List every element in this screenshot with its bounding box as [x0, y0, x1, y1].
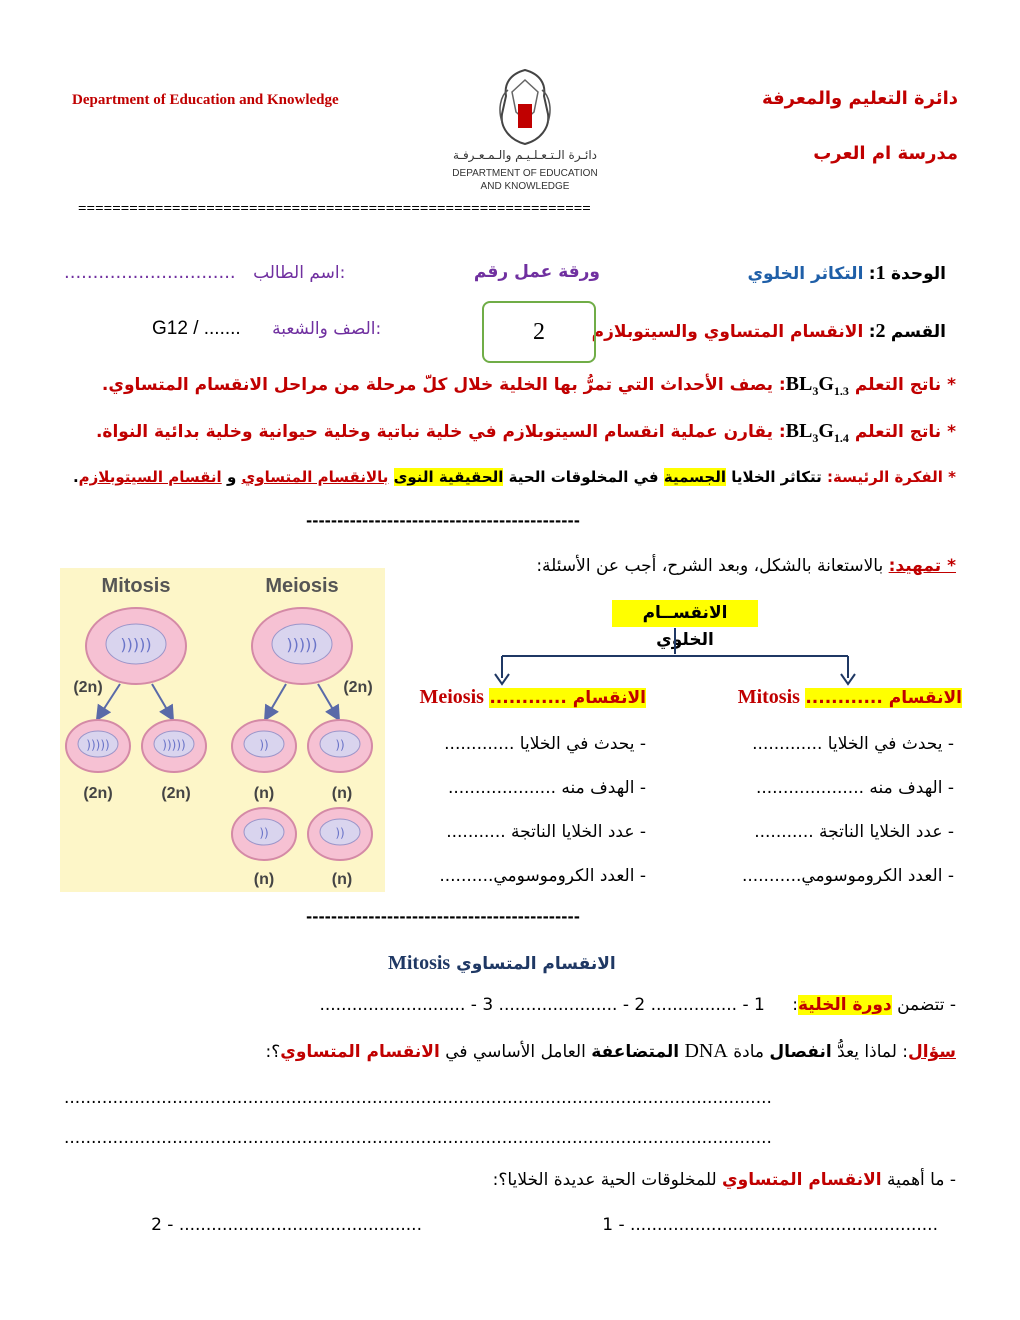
intro-label: * تمهيد: — [888, 556, 956, 576]
main-idea-mitosis: بالانقسام المتساوي — [241, 468, 389, 486]
cell-cycle-key: دورة الخلية — [797, 995, 892, 1015]
figure-label-2n-d: (2n) — [161, 785, 191, 802]
mitosis-item-1[interactable]: - يحدث في الخلايا ............. — [752, 734, 954, 754]
cell-cycle-colon: : — [792, 995, 798, 1015]
figure-meiosis-label: Meiosis — [265, 575, 339, 597]
logo-text-en-1: DEPARTMENT OF EDUCATION — [452, 168, 598, 179]
meiosis-daughter-chromosomes-4: )) — [335, 826, 345, 840]
cell-cycle-line — [319, 995, 956, 1015]
main-idea — [73, 468, 956, 486]
mitosis-title-en: Mitosis — [737, 686, 800, 708]
student-name-line — [64, 262, 345, 283]
class-value[interactable]: G12 / ....... — [152, 318, 241, 339]
question-t2: انفصال — [769, 1042, 832, 1062]
section-number: 2 — [875, 320, 886, 342]
meiosis-daughter-chromosomes-1: )) — [259, 738, 269, 752]
figure-label-n-b: (n) — [331, 785, 353, 802]
logo — [440, 66, 610, 196]
student-name-field[interactable]: .............................. — [64, 262, 236, 283]
meiosis-parent-chromosomes: ))))) — [286, 635, 318, 654]
mitosis-column-title — [738, 686, 962, 709]
mitosis-item-2[interactable]: - الهدف منه .................... — [755, 778, 954, 798]
main-idea-eukaryotic: الحقيقية النوى — [393, 468, 504, 486]
intro-line — [536, 556, 956, 576]
dept-arabic: دائرة التعليم والمعرفة — [761, 88, 958, 109]
question-t7: ؟: — [265, 1042, 281, 1062]
importance-answer-2[interactable]: 2 - ............................................. — [151, 1215, 422, 1235]
figure-label-2n-a: (2n) — [73, 679, 103, 696]
figure-label-n-a: (n) — [253, 785, 275, 802]
meiosis-item-2[interactable]: - الهدف منه .................... — [447, 778, 646, 798]
main-idea-t1: تتكاثر الخلايا — [731, 468, 822, 486]
meiosis-daughter-chromosomes-3: )) — [259, 826, 269, 840]
section-line — [592, 320, 946, 343]
figure-label-2n-b: (2n) — [343, 679, 373, 696]
outcome-1-text: : يصف الأحداث التي تمرُّ بها الخلية خلال كلّ مرحلة من مراحل الانقسام المتساوي. — [101, 375, 786, 395]
outcome-1-code: $BL_3G_{1.3}$ — [785, 373, 849, 398]
mitosis-parent-chromosomes: ))))) — [120, 635, 152, 654]
logo-text-ar: دائـرة الـتـعـلـيـم والـمـعـرفـة — [453, 148, 597, 162]
question-t4: المتضاعفة — [591, 1042, 680, 1062]
importance-t3: للمخلوقات الحية عديدة الخلايا؟: — [492, 1170, 717, 1190]
importance-t2: الانقسام المتساوي — [722, 1170, 882, 1190]
falcon-emblem-icon — [440, 66, 610, 146]
question-t6: الانقسام المتساوي — [280, 1042, 440, 1062]
outcome-2-code: $BL_3G_{1.4}$ — [785, 420, 849, 445]
mitosis-meiosis-figure — [60, 568, 385, 892]
meiosis-item-3[interactable]: - عدد الخلايا الناتجة ........... — [446, 822, 646, 842]
mitosis-section-title-ar: الانقسام المتساوي — [456, 954, 616, 974]
mitosis-daughter-chromosomes-1: ))))) — [86, 738, 110, 752]
mitosis-daughter-chromosomes-2: ))))) — [162, 738, 186, 752]
cell-division-root: الانقســام الخلوي — [612, 600, 758, 627]
importance-answer-1[interactable]: 1 - ......................................................... — [602, 1215, 938, 1235]
meiosis-item-4[interactable]: - العدد الكروموسومي.......... — [439, 866, 646, 886]
cell-cycle-items[interactable]: 1 - ................ 2 - ...................... 3 - ........................... — [319, 995, 765, 1015]
mitosis-item-4[interactable]: - العدد الكروموسومي........... — [741, 866, 954, 886]
dash-separator-2: -------------------------------------------- — [306, 908, 580, 926]
figure-label-n-d: (n) — [331, 871, 353, 888]
student-label: اسم الطالب: — [253, 263, 346, 283]
main-idea-somatic: الجسمية — [663, 468, 726, 486]
unit-name: التكاثر الخلوي — [747, 264, 864, 284]
outcome-2-label: * ناتج التعلم — [854, 422, 956, 442]
dept-english: Department of Education and Knowledge — [72, 92, 339, 108]
figure-label-2n-c: (2n) — [83, 785, 113, 802]
meiosis-column-title — [419, 686, 646, 709]
meiosis-title-en: Meiosis — [419, 686, 484, 708]
main-idea-label: * الفكرة الرئيسة: — [827, 468, 956, 486]
mitosis-section-title — [388, 952, 616, 975]
importance-t1: - ما أهمية — [887, 1170, 956, 1190]
meiosis-arrow-right — [318, 684, 338, 718]
dash-separator-1: -------------------------------------------- — [306, 512, 580, 530]
answer-line-1[interactable]: ................................................................................................................................... — [64, 1088, 772, 1108]
worksheet-number-box: 2 — [482, 301, 596, 363]
answer-line-2[interactable]: ................................................................................................................................... — [64, 1128, 772, 1148]
question-line — [265, 1040, 956, 1063]
unit-line — [747, 262, 946, 285]
question-t1: : لماذا يعدُّ — [837, 1042, 909, 1062]
main-idea-and: و — [226, 468, 237, 486]
intro-text: بالاستعانة بالشكل، وبعد الشرح، أجب عن الأسئلة: — [536, 556, 884, 576]
cell-cycle-prefix: - تتضمن — [897, 995, 956, 1015]
importance-line — [493, 1170, 956, 1190]
outcome-2-text: : يقارن عملية انقسام السيتوبلازم في خلية نباتية وخلية حيوانية وخلية بدائية النواة. — [95, 422, 786, 442]
worksheet-label: ورقة عمل رقم — [473, 262, 600, 282]
meiosis-daughter-chromosomes-2: )) — [335, 738, 345, 752]
mitosis-arrow-right — [152, 684, 172, 718]
mitosis-title-ar[interactable]: الانقسام ............ — [805, 688, 962, 708]
unit-number: 1 — [875, 262, 886, 284]
tree-connectors — [480, 628, 880, 688]
figure-label-n-c: (n) — [253, 871, 275, 888]
section-label: القسم — [890, 322, 946, 342]
outcome-2 — [96, 420, 956, 446]
question-label: سؤال — [908, 1042, 956, 1062]
mitosis-item-3[interactable]: - عدد الخلايا الناتجة ........... — [754, 822, 954, 842]
class-line — [152, 318, 381, 340]
main-idea-cytokinesis: انقسام السيتوبلازم — [78, 468, 222, 486]
section-name: الانقسام المتساوي والسيتوبلازم — [591, 322, 864, 342]
cell-division-diagram — [60, 568, 385, 892]
unit-label: الوحدة — [891, 264, 946, 284]
unit-colon: : — [868, 264, 876, 284]
meiosis-item-1[interactable]: - يحدث في الخلايا ............. — [444, 734, 646, 754]
question-t3: مادة — [733, 1042, 764, 1062]
question-t5: العامل الأساسي في — [445, 1042, 586, 1062]
section-colon: : — [868, 322, 876, 342]
figure-mitosis-label: Mitosis — [101, 575, 171, 597]
outcome-1 — [102, 373, 956, 399]
meiosis-arrow-left — [266, 684, 286, 718]
school-name: مدرسة ام العرب — [813, 143, 958, 164]
class-label: الصف والشعبة: — [272, 319, 382, 339]
mitosis-section-title-en: Mitosis — [388, 952, 451, 974]
header-separator: ============================================================ — [78, 201, 591, 217]
main-idea-period: . — [72, 468, 79, 486]
logo-text-en-2: AND KNOWLEDGE — [480, 181, 570, 192]
meiosis-title-ar[interactable]: الانقسام ............ — [489, 688, 646, 708]
question-dna: DNA — [684, 1040, 728, 1062]
outcome-1-label: * ناتج التعلم — [854, 375, 956, 395]
main-idea-t3: في المخلوقات الحية — [508, 468, 659, 486]
